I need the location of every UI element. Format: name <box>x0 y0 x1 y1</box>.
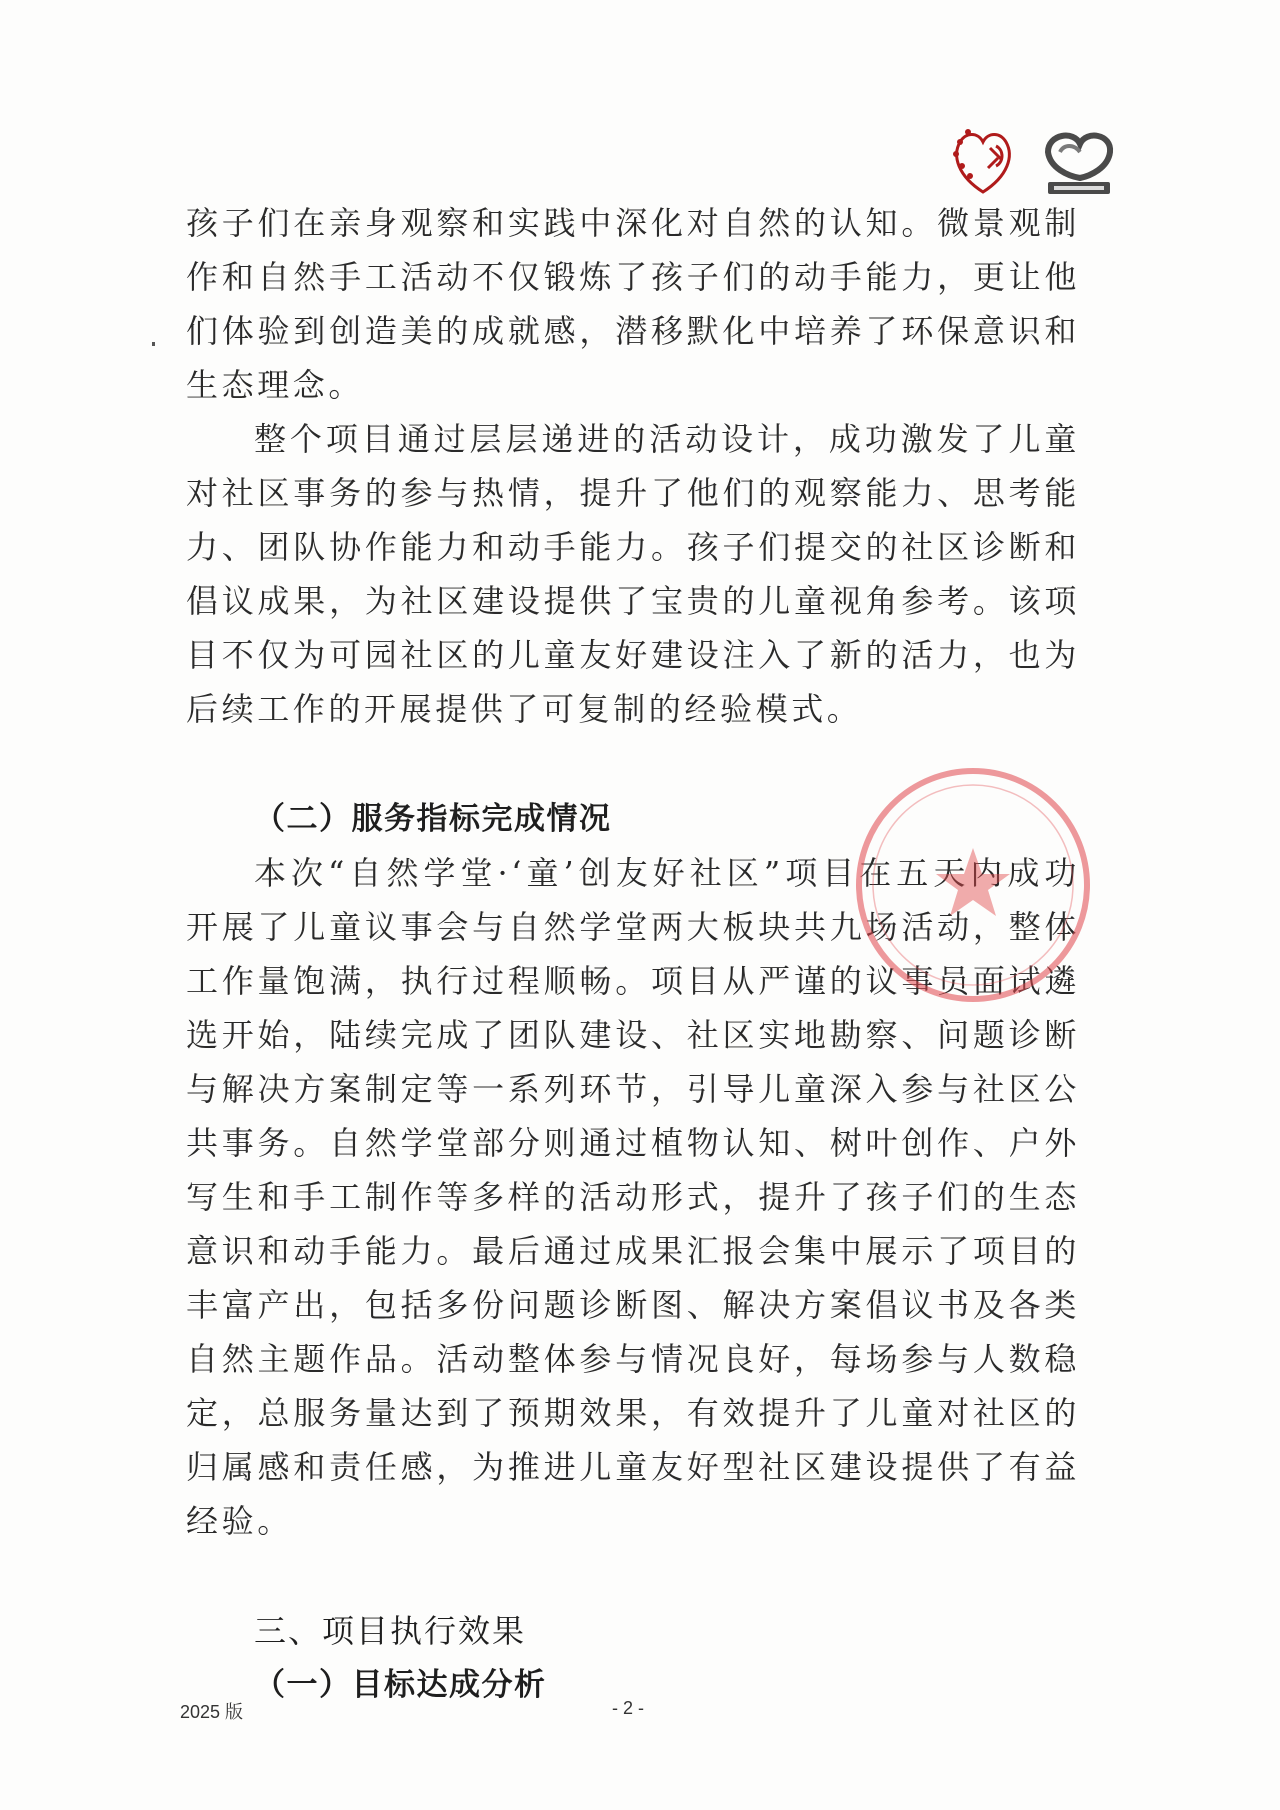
paragraph-service-indicators: 本次“自然学堂·‘童’创友好社区”项目在五天内成功开展了儿童议事会与自然学堂两大板块共九场活动，整体工作量饱满，执行过程顺畅。项目从严谨的议事员面试遴选开始，陆续完成了团队建设、社区实地勘察、问题诊断与解决方案制定等一系列环节，引导儿童深入参与社区公共事务。自然学堂部分则通过植物认知、树叶创作、户外写生和手工制作等多样的活动形式，提升了孩子们的生态意识和动手能力。最后通过成果汇报会集中展示了项目的丰富产出，包括多份问题诊断图、解决方案倡议书及各类自然主题作品。活动整体参与情况良好，每场参与人数稳定，总服务量达到了预期效果，有效提升了儿童对社区的归属感和责任感，为推进儿童友好型社区建设提供了有益经验。 <box>186 854 1080 1540</box>
subheading-service-indicators: （二）服务指标完成情况 <box>254 801 612 837</box>
spacer <box>186 1548 1080 1604</box>
header-logos <box>948 118 1128 202</box>
subheading-goal-analysis: （一）目标达成分析 <box>254 1667 547 1703</box>
scan-dot <box>152 342 155 346</box>
paragraph-project-summary: 整个项目通过层层递进的活动设计，成功激发了儿童对社区事务的参与热情，提升了他们的观察能力、思考能力、团队协作能力和动手能力。孩子们提交的社区诊断和倡议成果，为社区建设提供了宝贵的儿童视角参考。该项目不仅为可园社区的儿童友好建设注入了新的活力，也为后续工作的开展提供了可复制的经验模式。 <box>186 420 1080 728</box>
document-body <box>186 196 1080 1712</box>
spacer <box>186 736 1080 792</box>
footer-page-number: - 2 - <box>612 1698 645 1718</box>
paragraph-continued: 孩子们在亲身观察和实践中深化对自然的认知。微景观制作和自然手工活动不仅锻炼了孩子们的动手能力，更让他们体验到创造美的成就感，潜移默化中培养了环保意识和生态理念。 <box>186 204 1080 404</box>
party-emblem-logo <box>948 118 1018 198</box>
section-heading-project-effects: 三、项目执行效果 <box>254 1612 527 1650</box>
footer-version: 2025 版 <box>180 1702 244 1722</box>
organization-logo <box>1034 122 1124 200</box>
